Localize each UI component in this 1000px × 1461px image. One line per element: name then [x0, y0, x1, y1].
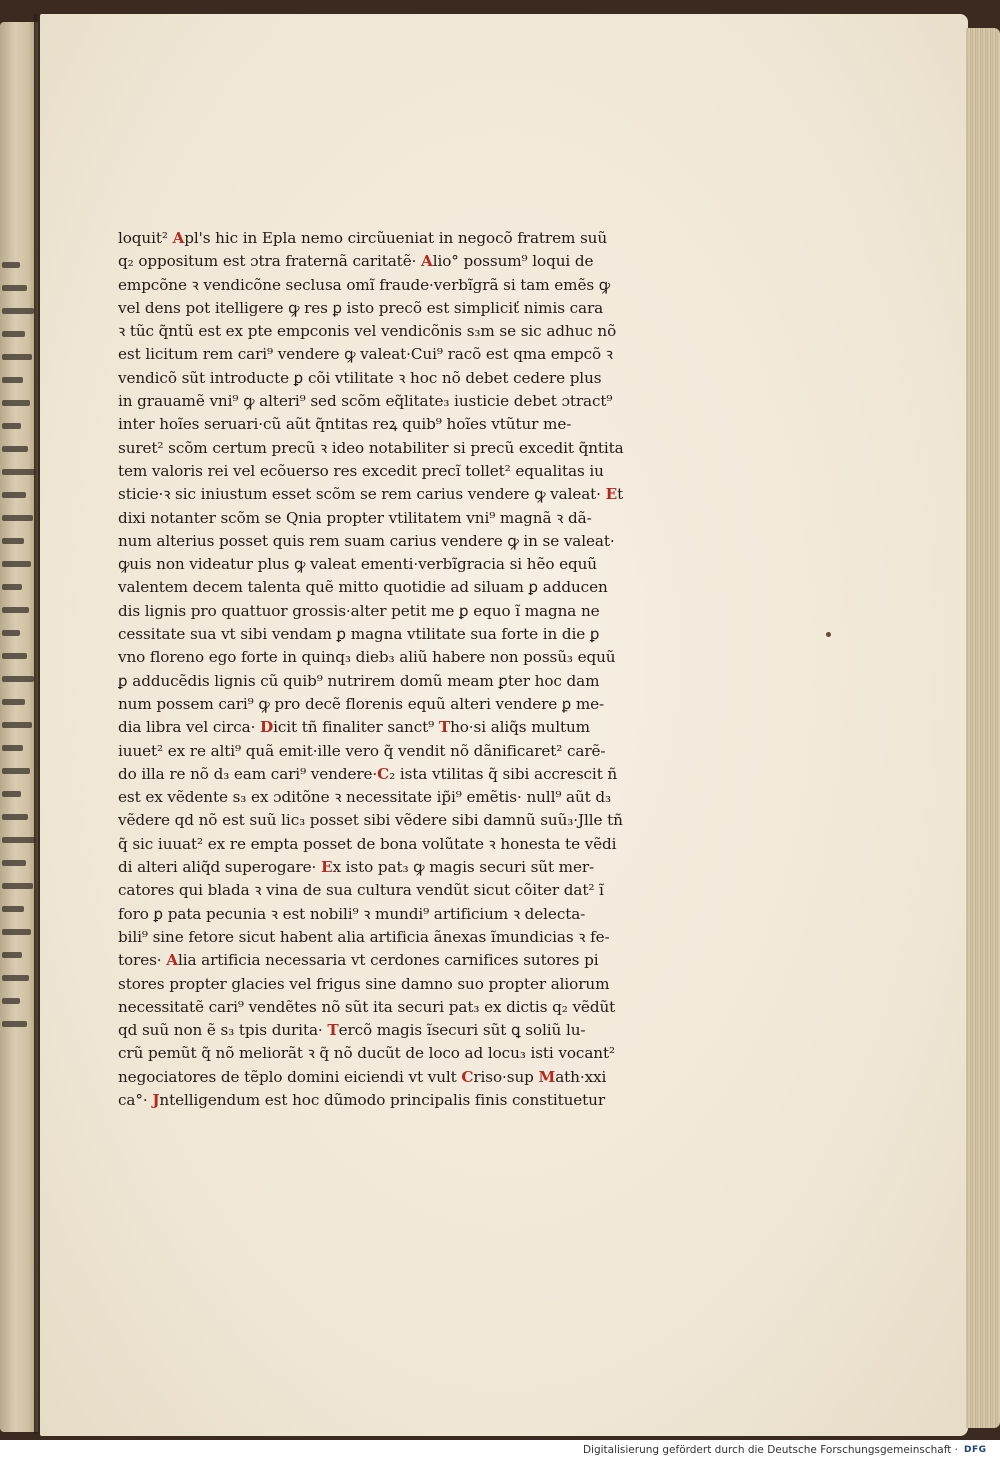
text-line	[118, 670, 738, 693]
text-run: icit tñ finaliter sanct⁹	[273, 718, 439, 737]
rubricated-initial: A	[421, 252, 433, 271]
text-run: vẽdere qd nõ est suũ lic₃ posset sibi vẽdere sibi damnũ suũ₃·Jlle tñ	[118, 811, 623, 830]
text-run: ercõ magis ĩsecuri sũt ꝗ soliũ lu-	[338, 1021, 586, 1040]
text-line	[118, 1089, 738, 1112]
facing-page-text-fragment	[2, 515, 33, 521]
text-run: empcõne ꝛ vendicõne seclusa omĩ fraude·verbĩgrã si tam emẽs ꝙ	[118, 275, 611, 294]
facing-page-text-fragment	[2, 285, 27, 291]
funding-credit: Digitalisierung gefördert durch die Deutsche Forschungsgemeinschaft ·	[582, 1444, 958, 1456]
text-line	[118, 856, 738, 879]
text-run: q₂ oppositum est ɔtra fraternã caritatẽ·	[118, 252, 422, 271]
text-run: lia artificia necessaria vt cerdones carnifices sutores pi	[177, 951, 599, 970]
text-line	[118, 390, 738, 413]
text-line	[118, 1042, 738, 1065]
text-run: ath·xxi	[555, 1067, 607, 1086]
text-line	[118, 553, 738, 576]
facing-page-text-fragment	[2, 400, 30, 406]
text-run: q̃ sic iuuat² ex re empta posset de bona volũtate ꝛ honesta te vẽdi	[118, 834, 617, 853]
text-run: dixi notanter scõm se Qnia propter vtilitatem vni⁹ magnã ꝛ dã-	[118, 508, 592, 527]
text-run: pl's hic in Epla nemo circũueniat in negocõ fratrem suũ	[184, 229, 608, 247]
facing-page-text-fragment	[2, 262, 20, 268]
facing-page-text-fragment	[2, 1021, 27, 1027]
text-line	[118, 320, 738, 343]
text-line	[118, 646, 738, 669]
text-line	[118, 1066, 738, 1089]
text-line	[118, 1019, 738, 1042]
facing-page-text-fragment	[2, 308, 34, 314]
rubricated-initial: E	[320, 858, 333, 877]
text-run: ho·si aliq̃s multum	[450, 718, 590, 737]
facing-page-text-fragment	[2, 768, 30, 774]
text-run: dia libra vel circa·	[118, 718, 261, 737]
facing-page-text-fragment	[2, 584, 22, 590]
rubricated-initial: A	[166, 951, 178, 970]
text-run: x isto pat₃ ꝙ magis securi sũt mer-	[332, 858, 595, 877]
text-run: num alterius posset quis rem suam carius vendere ꝙ in se valeat·	[118, 531, 615, 550]
text-run: tem valoris rei vel ecõuerso res excedit precĩ tollet² equalitas iu	[118, 461, 604, 480]
text-line	[118, 996, 738, 1019]
facing-page-edge	[0, 22, 38, 1432]
text-line	[118, 600, 738, 623]
text-line	[118, 833, 738, 856]
rubricated-initial: J	[152, 1090, 160, 1109]
facing-page-text-fragment	[2, 492, 26, 498]
text-line	[118, 250, 738, 273]
text-run: vel dens pot itelligere ꝙ res ꝑ isto precõ est simpliciť nimis cara	[118, 298, 604, 317]
text-run: lio° possum⁹ loqui de	[432, 252, 594, 271]
text-line	[118, 343, 738, 366]
text-line	[118, 786, 738, 809]
facing-page-text-fragment	[2, 331, 25, 337]
facing-page-text-fragment	[2, 446, 28, 452]
text-line	[118, 413, 738, 436]
facing-page-text-fragment	[2, 860, 26, 866]
text-line	[118, 763, 738, 786]
text-line	[118, 740, 738, 763]
rubricated-initial: C	[377, 764, 390, 783]
rubricated-initial: D	[260, 718, 274, 737]
facing-page-text-fragment	[2, 837, 35, 843]
text-run: cessitate sua vt sibi vendam ꝑ magna vtilitate sua forte in die ꝑ	[118, 625, 600, 644]
facing-page-text-fragment	[2, 469, 35, 475]
text-run: ca°·	[118, 1090, 153, 1109]
text-run: iuuet² ex re alti⁹ quã emit·ille vero q̃ vendit nõ dãnificaret² carẽ-	[118, 741, 606, 760]
text-run: ꝙuis non videatur plus ꝙ valeat ementi·verbĩgracia si hẽo equũ	[118, 555, 597, 574]
text-run: ꝛ tũc q̃ntũ est ex pte empconis vel vendicõnis s₃m se sic adhuc nõ	[118, 322, 617, 341]
facing-page-text-fragment	[2, 630, 20, 636]
facing-page-text-fragment	[2, 561, 31, 567]
dfg-logo-icon: DFG	[964, 1445, 987, 1455]
text-run: ꝑ adducẽdis lignis cũ quib⁹ nutrirem domũ meam ꝑter hoc dam	[118, 671, 600, 690]
text-run: loquit²	[118, 229, 173, 247]
credit-footer	[0, 1440, 1000, 1461]
text-run: riso·sup	[473, 1067, 539, 1086]
text-line	[118, 297, 738, 320]
text-run: do illa re nõ d₃ eam cari⁹ vendere·	[118, 764, 378, 783]
text-run: t	[617, 485, 624, 504]
text-line	[118, 973, 738, 996]
text-run: ntelligendum est hoc dũmodo principalis finis constituetur	[159, 1090, 606, 1109]
text-run: suret² scõm certum precũ ꝛ ideo notabiliter si precũ excedit q̃ntita	[118, 438, 624, 457]
text-run: bili⁹ sine fetore sicut habent alia artificia ãnexas ĩmundicias ꝛ fe-	[118, 927, 610, 946]
text-line	[118, 437, 738, 460]
rubricated-initial: E	[605, 485, 618, 504]
facing-page-text-fragment	[2, 906, 24, 912]
text-run: sticie·ꝛ sic iniustum esset scõm se rem carius vendere ꝙ valeat·	[118, 485, 606, 504]
text-line	[118, 460, 738, 483]
page-fore-edge	[966, 28, 1000, 1428]
facing-page-text-fragment	[2, 423, 21, 429]
rubricated-initial: M	[538, 1067, 556, 1086]
text-run: foro ꝑ pata pecunia ꝛ est nobili⁹ ꝛ mundi⁹ artificium ꝛ delecta-	[118, 904, 586, 923]
text-run: dis lignis pro quattuor grossis·alter petit me ꝑ equo ĩ magna ne	[118, 601, 600, 620]
facing-page-text-fragment	[2, 791, 21, 797]
facing-page-text-fragment	[2, 722, 32, 728]
facing-page-text-fragment	[2, 538, 24, 544]
text-run: in grauamẽ vni⁹ ꝙ alteri⁹ sed scõm eq̃litate₃ iusticie debet ɔtract⁹	[118, 392, 613, 411]
text-run: necessitatẽ cari⁹ vendẽtes nõ sũt ita securi pat₃ ex dictis q₂ vẽdũt	[118, 997, 616, 1016]
text-line	[118, 483, 738, 506]
text-line	[118, 623, 738, 646]
text-run: est licitum rem cari⁹ vendere ꝙ valeat·Cui⁹ racõ est qma empcõ ꝛ	[118, 345, 613, 364]
text-run: valentem decem talenta quẽ mitto quotidie ad siluam ꝑ adducen	[118, 578, 608, 597]
facing-page-text-fragment	[2, 929, 31, 935]
rubricated-initial: T	[327, 1021, 339, 1040]
facing-page-text-fragment	[2, 699, 25, 705]
facing-page-text-fragment	[2, 814, 28, 820]
facing-page-text-fragment	[2, 607, 29, 613]
facing-page-text-fragment	[2, 745, 23, 751]
text-line	[118, 716, 738, 739]
text-run: stores propter glacies vel frigus sine damno suo propter aliorum	[118, 974, 610, 993]
text-line	[118, 693, 738, 716]
text-run: qd suũ non ẽ s₃ tpis durita·	[118, 1021, 328, 1040]
text-line	[118, 274, 738, 297]
rubricated-initial: A	[172, 229, 185, 247]
text-run: tores·	[118, 951, 167, 970]
text-run: vendicõ sũt introducte ꝑ cõi vtilitate ꝛ hoc nõ debet cedere plus	[118, 368, 602, 387]
text-line	[118, 926, 738, 949]
text-line	[118, 507, 738, 530]
facing-page-text-fragment	[2, 998, 20, 1004]
text-line	[118, 530, 738, 553]
facing-page-text-fragment	[2, 377, 23, 383]
text-run: vno floreno ego forte in quinq₃ dieb₃ aliũ habere non possũ₃ equũ	[118, 648, 616, 667]
facing-page-text-fragment	[2, 354, 32, 360]
ink-spot	[826, 632, 831, 637]
facing-page-text-fragment	[2, 653, 27, 659]
text-run: catores qui blada ꝛ vina de sua cultura vendũt sicut cõiter dat² ĩ	[118, 881, 604, 900]
text-run: di alteri aliq̃d superogare·	[118, 858, 321, 877]
text-line	[118, 879, 738, 902]
text-run: crũ pemũt q̃ nõ meliorãt ꝛ q̃ nõ ducũt de loco ad locu₃ isti vocant²	[118, 1044, 615, 1063]
text-run: ₂ ista vtilitas q̃ sibi accrescit ñ	[389, 764, 618, 783]
facing-page-text-fragment	[2, 975, 29, 981]
rubricated-initial: C	[461, 1067, 474, 1086]
facing-page-text-fragment	[2, 676, 34, 682]
rubricated-initial: T	[438, 718, 451, 737]
text-run: num possem cari⁹ ꝙ pro decẽ florenis equũ alteri vendere ꝑ me-	[118, 694, 605, 713]
text-run: negociatores de tẽplo domini eiciendi vt vult	[118, 1067, 462, 1086]
facing-page-text-fragment	[2, 952, 22, 958]
text-line	[118, 367, 738, 390]
text-line	[118, 809, 738, 832]
text-line	[118, 576, 738, 599]
text-line	[118, 227, 738, 250]
text-block	[118, 227, 738, 1112]
text-run: est ex vẽdente s₃ ex ɔditõne ꝛ necessitate ip̃i⁹ emẽtis· null⁹ aũt d₃	[118, 788, 612, 807]
facing-page-text-fragment	[2, 883, 33, 889]
text-line	[118, 949, 738, 972]
text-line	[118, 903, 738, 926]
text-run: inter hoĩes seruari·cũ aũt q̃ntitas reꝝ quib⁹ hoĩes vtũtur me-	[118, 415, 572, 434]
